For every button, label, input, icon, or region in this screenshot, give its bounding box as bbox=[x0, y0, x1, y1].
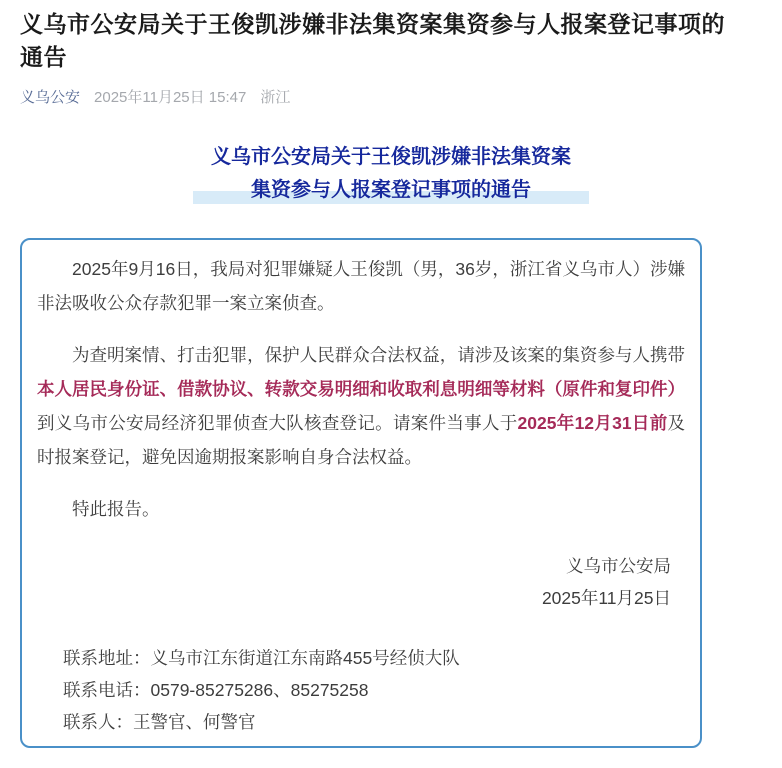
signature-date: 2025年11月25日 bbox=[541, 588, 671, 608]
contact-phone: 联系电话：0579-85275286、85275258 bbox=[63, 680, 369, 700]
contact-person: 联系人：王警官、何警官 bbox=[63, 712, 256, 732]
signature-org: 义乌市公安局 bbox=[566, 556, 671, 576]
required-materials-emphasis: 本人居民身份证、借款协议、转款交易明细和收取利息明细等材料（原件和复印件） bbox=[37, 379, 685, 399]
signature-block bbox=[37, 550, 685, 614]
publish-datetime: 2025年11月25日 15:47 bbox=[94, 89, 247, 106]
deadline-emphasis: 2025年12月31日前 bbox=[517, 413, 668, 433]
notice-title bbox=[20, 141, 762, 207]
paragraph-registration-text-2: 到义乌市公安局经济犯罪侦查大队核查登记。请案件当事人于 bbox=[37, 413, 518, 433]
notice-title-line2-wrap bbox=[20, 174, 762, 207]
page-title: 义乌市公安局关于王俊凯涉嫌非法集资案集资参与人报案登记事项的通告 bbox=[20, 11, 725, 70]
notice-title-line1: 义乌市公安局关于王俊凯涉嫌非法集资案 bbox=[211, 146, 571, 168]
paragraph-registration bbox=[37, 338, 685, 474]
byline bbox=[20, 90, 762, 105]
account-name-link[interactable]: 义乌公安 bbox=[20, 89, 81, 106]
contact-address: 联系地址：义乌市江东街道江东南路455号经侦大队 bbox=[63, 648, 460, 668]
paragraph-registration-text-3: 及时报案登记，避免因逾期报案影响自身合法权益。 bbox=[37, 413, 685, 467]
paragraph-registration-text-1: 为查明案情、打击犯罪，保护人民群众合法权益，请涉及该案的集资参与人携带 bbox=[72, 345, 685, 365]
paragraph-case-filing: 2025年9月16日，我局对犯罪嫌疑人王俊凯（男，36岁，浙江省义乌市人）涉嫌非法吸收公众存款犯罪一案立案侦查。 bbox=[37, 259, 685, 313]
publish-location: 浙江 bbox=[260, 89, 291, 106]
article-page bbox=[0, 8, 782, 748]
notice-body-box bbox=[20, 238, 702, 748]
notice-title-line2: 集资参与人报案登记事项的通告 bbox=[193, 179, 589, 204]
contact-block bbox=[37, 642, 685, 738]
paragraph-closing: 特此报告。 bbox=[72, 499, 160, 519]
